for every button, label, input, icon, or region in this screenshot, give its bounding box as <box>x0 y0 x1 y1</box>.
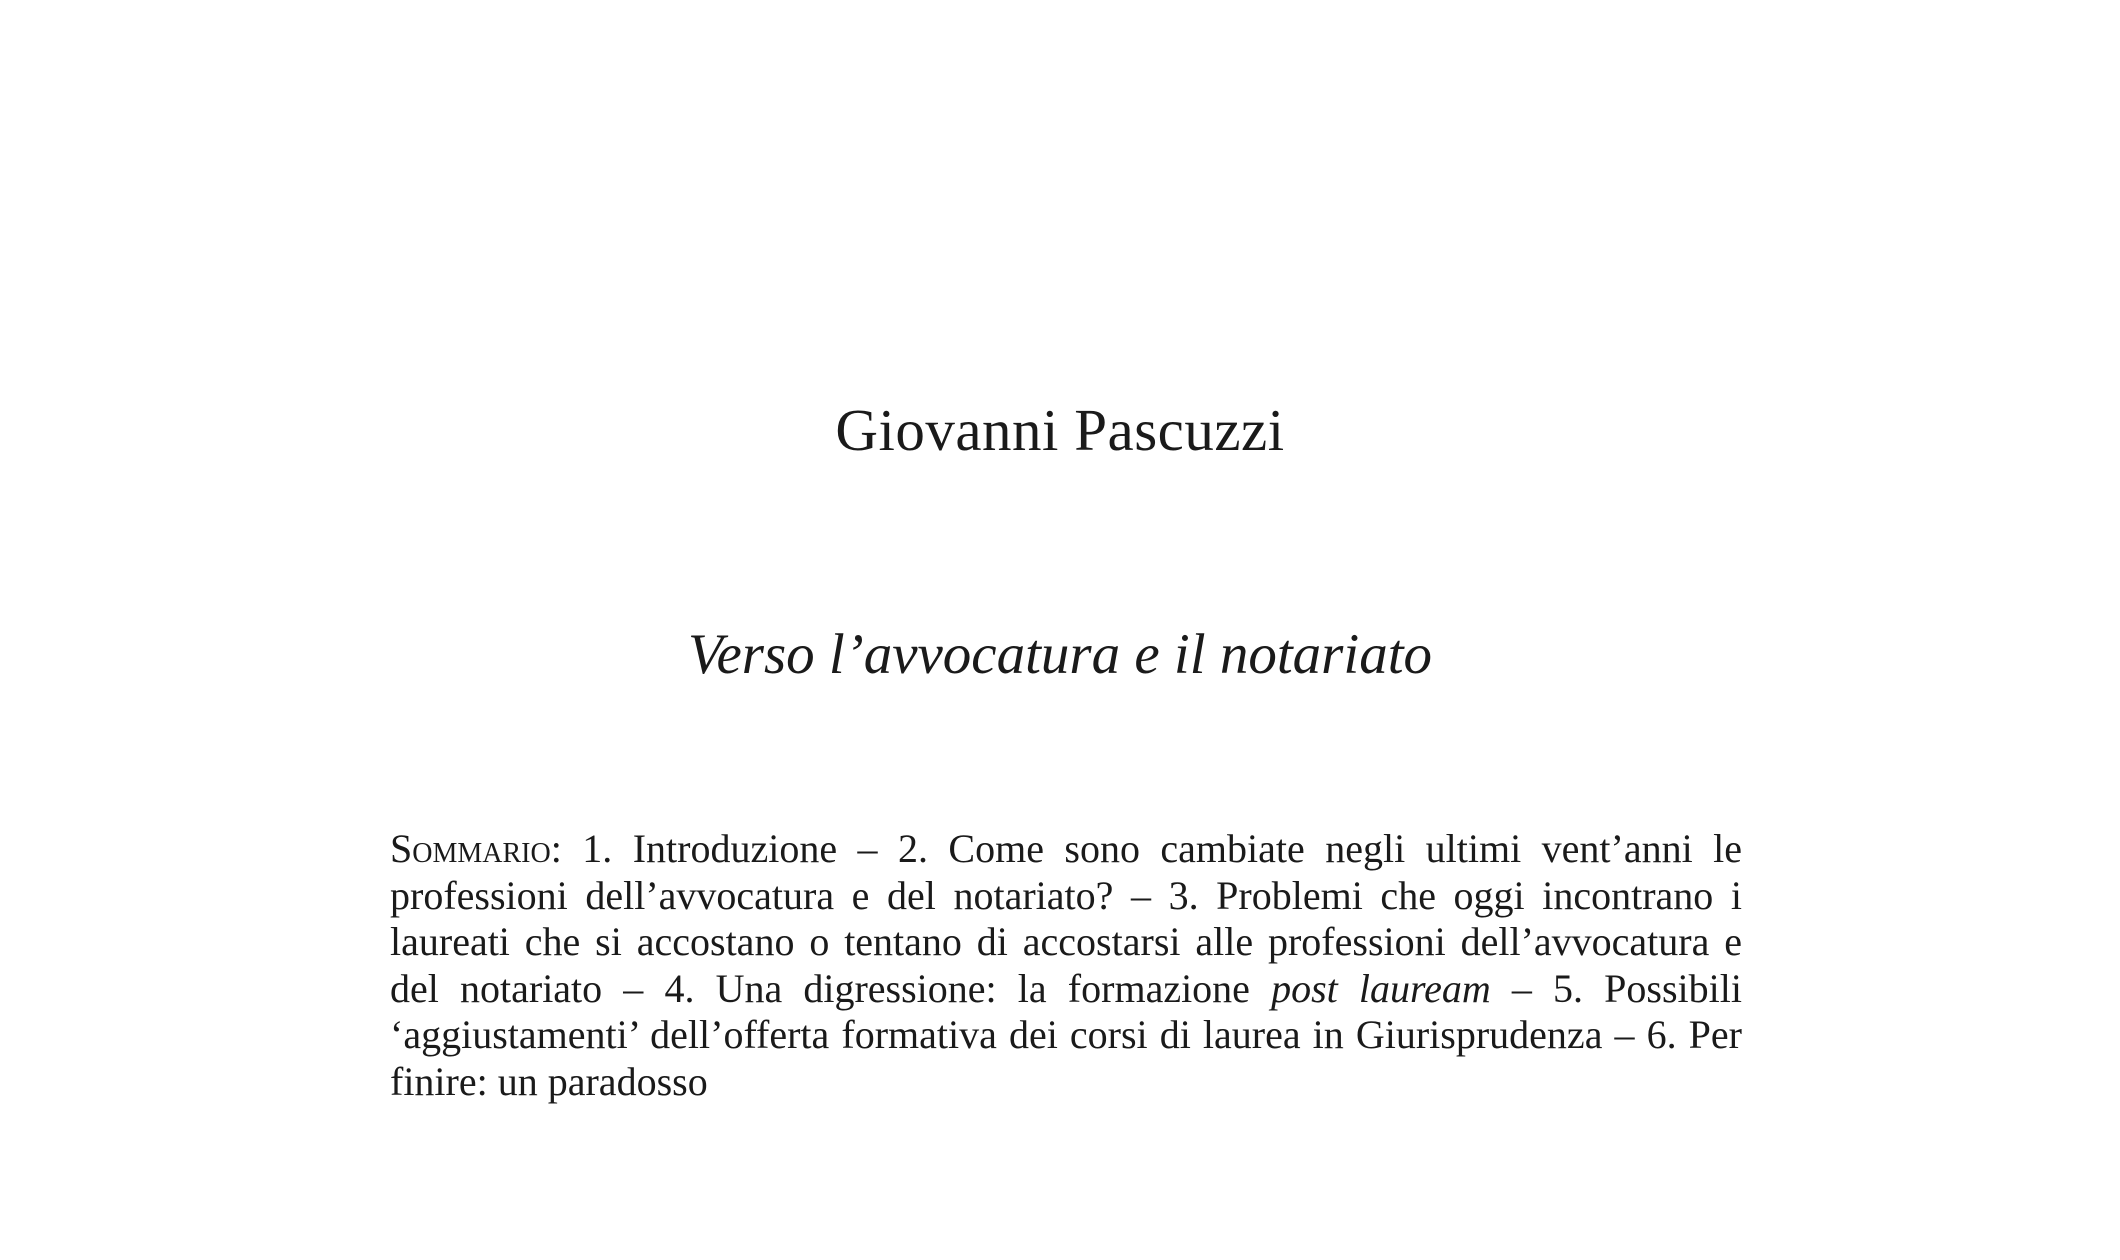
summary-italic-term: post lauream <box>1271 965 1491 1011</box>
summary-paragraph <box>390 826 1742 1105</box>
author-name: Giovanni Pascuzzi <box>835 397 1285 463</box>
chapter-title: Verso l’avvocatura e il notariato <box>687 623 1433 686</box>
summary-label: Sommario <box>390 826 551 871</box>
summary-colon: : <box>550 826 562 871</box>
summary-text-part-2: – 5. Possibili ‘aggiustamenti’ dell’offerta formativa dei corsi di laurea in Giurisprudenza – 6. Per finire: un paradosso <box>390 965 1742 1104</box>
summary-text-part-1: 1. Introduzione – 2. Come sono cambiate negli ultimi vent’anni le professioni dell’avvocatura e del notariato? – 3. Problemi che oggi incontrano i laureati che si accostano o tentano di accostarsi alle professioni dell’avvocatura e del notariato – 4. Una digressione: la formazione <box>390 826 1742 1011</box>
